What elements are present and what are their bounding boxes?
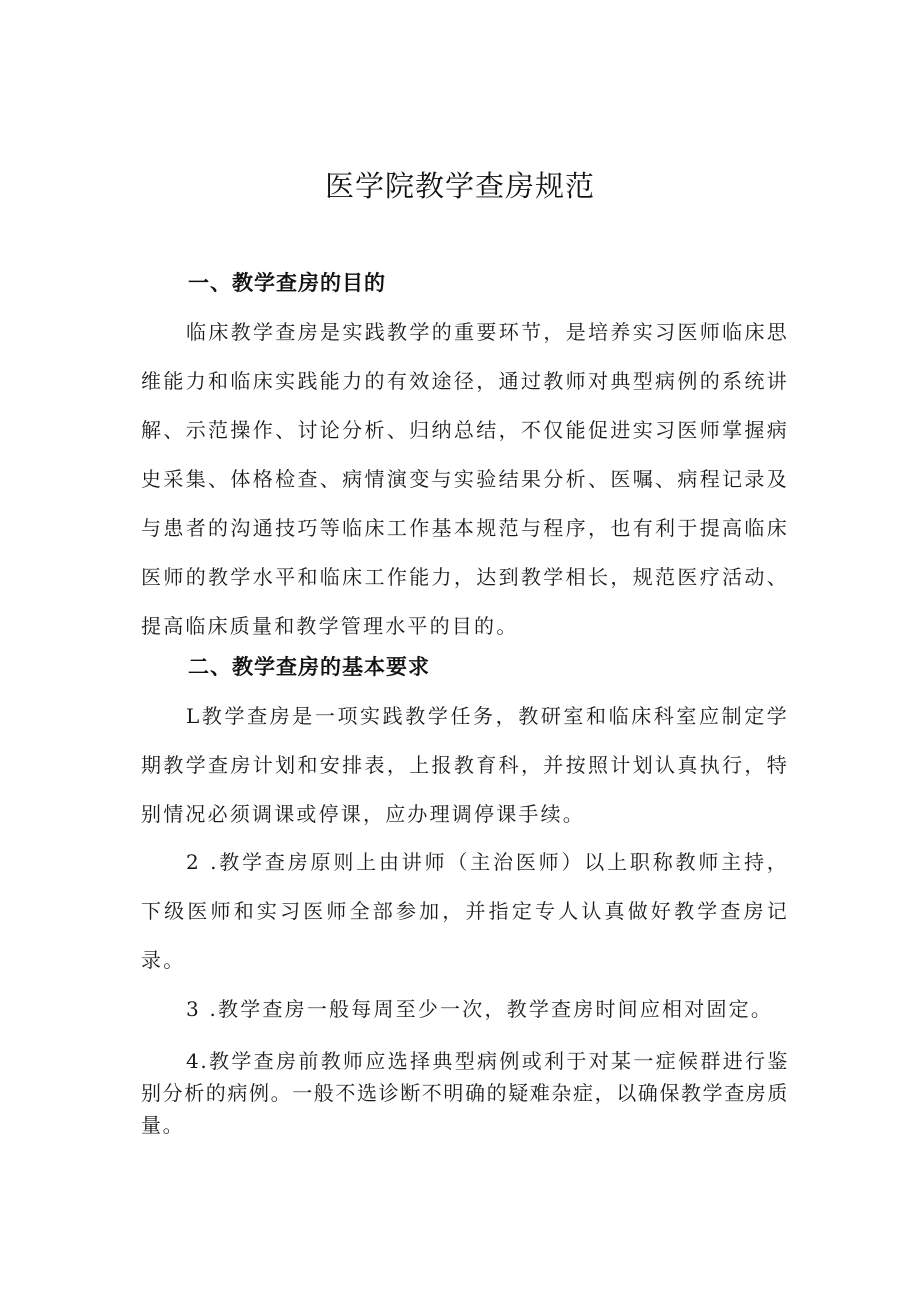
section-2-heading: 二、教学查房的基本要求 (188, 655, 430, 679)
requirement-item-1: L教学查房是一项实践教学任务，教研室和临床科室应制定学期教学查房计划和安排表，上报教育科，并按照计划认真执行，特别情况必须调课或停课，应办理调停课手续。 (141, 704, 789, 826)
section-1-paragraph: 临床教学查房是实践教学的重要环节，是培养实习医师临床思维能力和临床实践能力的有效途径，通过教师对典型病例的系统讲解、示范操作、讨论分析、归纳总结，不仅能促进实习医师掌握病史采集、体格检查、病情演变与实验结果分析、医嘱、病程记录及与患者的沟通技巧等临床工作基本规范与程序，也有利于提高临床医师的教学水平和临床工作能力，达到教学相长，规范医疗活动、提高临床质量和教学管理水平的目的。 (141, 320, 789, 638)
requirement-item-3: 3 .教学查房一般每周至少一次，教学查房时间应相对固定。 (186, 997, 774, 1021)
requirement-item-2: 2 .教学查房原则上由讲师（主治医师）以上职称教师主持，下级医师和实习医师全部参加，并指定专人认真做好教学查房记录。 (141, 850, 789, 972)
section-1-heading: 一、教学查房的目的 (188, 271, 386, 295)
document-title: 医学院教学查房规范 (324, 169, 595, 203)
requirement-item-4: 4.教学查房前教师应选择典型病例或利于对某一症候群进行鉴别分析的病例。一般不选诊断不明确的疑难杂症，以确保教学查房质量。 (141, 1049, 789, 1137)
